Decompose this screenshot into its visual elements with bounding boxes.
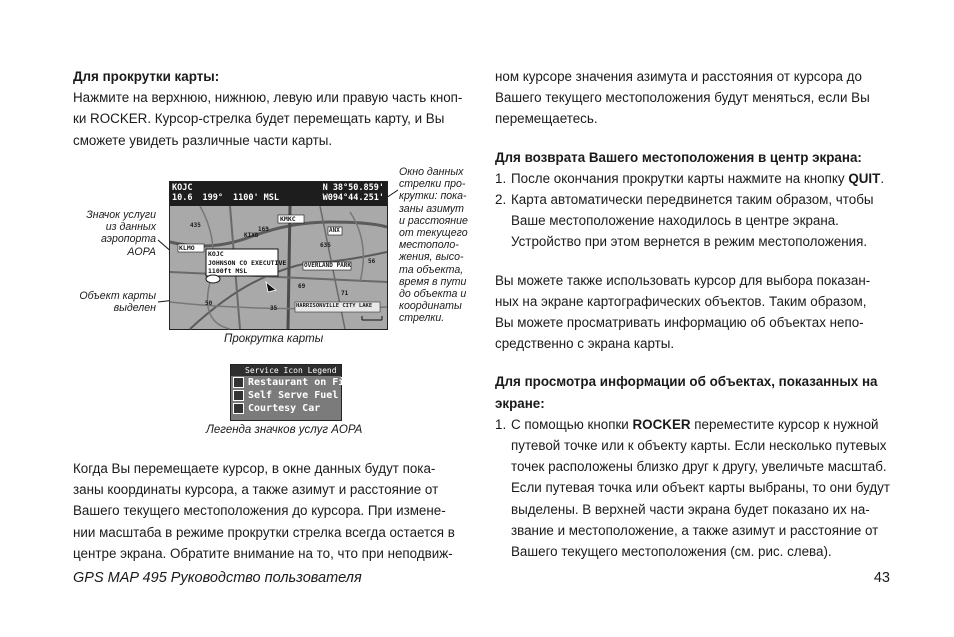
list-line: Карта автоматически передвинется таким образом, чтобы [511, 192, 874, 208]
caption-legend: Легенда значков услуг AOPA [206, 424, 363, 436]
popup-name: JOHNSON CO EXECUTIVE [208, 258, 287, 267]
map-screenshot [169, 181, 388, 330]
list-line: Ваше местоположение находилось в центре экрана. [511, 213, 839, 229]
list-line [511, 414, 890, 435]
callout-line: и расстояние [399, 214, 468, 227]
map-coordinates [323, 183, 384, 203]
callout-line: Окно данных [399, 166, 464, 178]
map-latitude: N 38°50.859' [322, 183, 384, 193]
para-continue-line: Вашего текущего местоположения будут меняться, если Вы [495, 90, 870, 106]
map-distance: 10.6 [172, 193, 193, 203]
list-item [495, 414, 890, 562]
para-cursor-line: Когда Вы перемещаете курсор, в окне данных будут пока- [73, 461, 436, 476]
car-icon [233, 403, 244, 414]
list-number: 1. [495, 170, 507, 186]
legend-label: Courtesy Car [248, 403, 321, 414]
map-label-road: 635 [320, 242, 331, 249]
map-label-kmkc: KMKC [280, 215, 296, 223]
callout-line: время в пути [399, 275, 467, 288]
para-cursor-select-line: средственно с экрана карты. [495, 336, 675, 352]
right-column [495, 66, 890, 562]
para-cursor-line: Вашего текущего местоположения до курсора. При измене- [73, 503, 446, 519]
list-text [511, 189, 890, 253]
list-text-part: После окончания прокрутки карты нажмите на кнопку [511, 170, 849, 186]
map-waypoint-id: KOJC [172, 183, 193, 193]
legend-title: Service Icon Legend [231, 365, 341, 376]
callout-line: стрелки. [399, 312, 445, 325]
heading-return-position: Для возврата Вашего местоположения в центр экрана: [495, 149, 862, 165]
map-label-anx: ANX [329, 227, 340, 234]
list-line: выделены. В верхней части экрана будет показано их на- [511, 501, 870, 517]
list-line: Вашего текущего местоположения (см. рис. слева). [511, 544, 832, 560]
map-label-klmo: KLMO [179, 244, 195, 252]
list-line: точек расположены близко друг к другу, увеличьте масштаб. [511, 459, 887, 475]
para-cursor-select-line: Вы можете просматривать информацию об объектах непо- [495, 315, 864, 331]
callout-line: крутки: пока- [399, 190, 467, 203]
callout-line: Объект карты [79, 290, 156, 302]
map-data-window [172, 183, 279, 203]
heading-view-info: экране: [495, 395, 545, 411]
callout-line: AOPA [127, 245, 156, 258]
legend-row [231, 389, 341, 402]
legend-row [231, 402, 341, 415]
spacer [495, 253, 890, 270]
list-number: 2. [495, 192, 507, 208]
callout-line: из данных [105, 221, 156, 234]
callout-line: стрелки про- [399, 178, 466, 191]
para-continue-line: перемещаетесь. [495, 111, 598, 127]
fuel-icon [233, 390, 244, 401]
para-cursor-select-line: ных на экране картографических объектов. Таким образом, [495, 293, 867, 309]
heading-scroll-map: Для прокрутки карты: [73, 69, 220, 84]
callout-line: до объекта и [399, 288, 467, 301]
map-label-kixd: KIXD [244, 232, 259, 239]
heading-view-info: Для просмотра информации об объектах, показанных на [495, 374, 878, 390]
callout-line: та объекта, [399, 263, 464, 276]
callout-line: жения, высо- [399, 251, 464, 264]
legend-label: Self Serve Fuel [248, 390, 339, 401]
list-text [511, 168, 890, 189]
list-text-part: переместите курсор к нужной [690, 416, 879, 432]
page-number: 43 [873, 570, 890, 586]
map-label-road: 56 [368, 258, 376, 265]
map-label-road: 35 [270, 305, 278, 312]
list-line: Устройство при этом вернется в режим местоположения. [511, 234, 868, 250]
legend-label: Restaurant on Field [248, 377, 363, 388]
para-cursor-select-line: Вы можете также использовать курсор для выбора показан- [495, 272, 871, 288]
callout-line: выделен [113, 302, 156, 315]
spacer [495, 354, 890, 371]
para-scroll-line: сможете увидеть различные части карты. [73, 132, 333, 148]
list-line: звание и местоположение, а также азимут и расстояние от [511, 522, 879, 538]
map-longitude: W094°44.251' [322, 193, 384, 203]
map-label-road: 69 [298, 283, 306, 290]
service-icon-legend [230, 364, 363, 421]
footer-title: GPS MAP 495 Руководство пользователя [73, 570, 362, 586]
callout-line: координаты [399, 300, 462, 313]
para-continue-line: ном курсоре значения азимута и расстояния от курсора до [495, 69, 862, 84]
map-label-road: 50 [205, 300, 213, 307]
list-text [511, 414, 890, 562]
para-cursor-line: заны координаты курсора, а также азимут и расстояние от [73, 482, 439, 498]
list-line: Если путевая точка или объект карты выбраны, то они будут [511, 480, 890, 496]
map-bearing: 199° [202, 193, 223, 203]
map-popup [208, 250, 286, 276]
map-label-road: 71 [341, 290, 349, 297]
list-number: 1. [495, 416, 507, 432]
para-scroll-line: Нажмите на верхнюю, нижнюю, левую или правую часть кноп- [73, 90, 463, 106]
key-quit: QUIT [848, 170, 881, 186]
para-cursor-line: нии масштаба в режиме прокрутки стрелка всегда остается в [73, 524, 455, 540]
spacer [495, 130, 890, 147]
list-line: путевой точке или к объекту карты. Если несколько путевых [511, 438, 887, 454]
popup-id: KOJC [208, 250, 224, 258]
restaurant-icon [233, 377, 244, 388]
list-item [495, 189, 890, 253]
list-text-part: . [880, 170, 885, 186]
callout-line: от текущего [399, 227, 468, 240]
callout-line: заны азимут [399, 202, 465, 215]
map-data-row [172, 193, 279, 203]
list-item [495, 168, 890, 189]
callout-line: аэропорта [101, 233, 156, 246]
caption-map: Прокрутка карты [224, 333, 324, 345]
list-text-part: С помощью кнопки [511, 416, 633, 432]
para-scroll-line: ки ROCKER. Курсор-стрелка будет перемещать карту, и Вы [73, 111, 445, 127]
callout-line: Значок услуги [86, 209, 156, 221]
callout-line: местополо- [399, 239, 459, 252]
map-altitude: 1100' MSL [232, 193, 280, 203]
map-label-lake: HARRISONVILLE CITY LAKE [296, 303, 373, 309]
map-label-overland-park: OVERLAND PARK [304, 262, 351, 269]
para-cursor-line: центре экрана. Обратите внимание на то, что при неподвиж- [73, 545, 453, 561]
map-label-road: 169 [258, 226, 269, 233]
legend-row [231, 376, 363, 389]
key-rocker: ROCKER [632, 416, 691, 432]
map-label-road: 435 [190, 222, 201, 229]
popup-elevation: 1100ft MSL [208, 267, 248, 275]
